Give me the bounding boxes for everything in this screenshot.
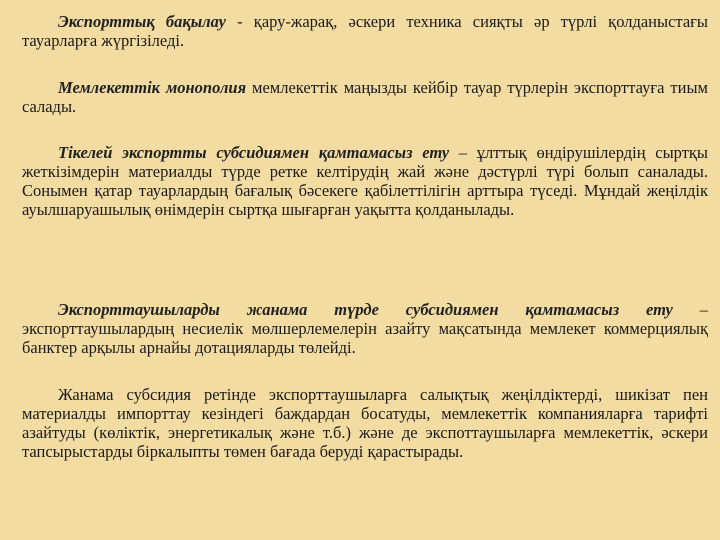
paragraph-indirect-subsidy — [22, 300, 708, 357]
paragraph-text: Жанама субсидия ретінде экспорттаушыларға салықтық жеңілдіктерді, шикізат пен материалды импорттау кезіндегі баждардан босатуды, мемлекеттік компанияларға тарифті азайтуды (көліктік, энергетикалық және т.б.) және де экспоттаушыларға мемлекеттік, әскери тапсырыстарды біркалыпты төмен бағада беруді қарастырады. — [22, 385, 708, 461]
paragraph-text: – ұлттық өндірушілердің сыртқы жеткізімдерін материалды түрде ретке келтірудің жай және дәстүрлі түрі болып саналады. Сонымен қатар тауарлардың бағалық бәсекеге қабілеттілігін арттыра түседі. Мұндай жеңілдік ауылшаруашылық өнімдерін сыртқа шығарған уақытта қолданылады. — [22, 143, 709, 219]
paragraph-state-monopoly — [22, 78, 708, 116]
term-direct-subsidy: Тікелей экспортты субсидиямен қамтамасыз ету — [58, 143, 450, 162]
paragraph-indirect-subsidy-details — [22, 385, 708, 461]
term-state-monopoly: Мемлекеттік монополия — [58, 78, 247, 97]
term-export-control: Экспорттық бақылау — [58, 12, 227, 31]
term-indirect-subsidy: Экспорттаушыларды жанама түрде субсидиямен қамтамасыз ету — [58, 300, 673, 319]
paragraph-text: - қару-жарақ, әскери техника сияқты әр түрлі қолданыстағы тауарларға жүргізіледі. — [22, 12, 709, 50]
paragraph-export-control — [22, 12, 708, 50]
paragraph-text: – экспорттаушылардың несиелік мөлшерлемелерін азайту мақсатында мемлекет коммерциялық банктер арқылы арнайы дотацияларды төлейді. — [22, 300, 708, 357]
paragraph-text: мемлекеттік маңызды кейбір тауар түрлерін экспорттауға тиым салады. — [22, 78, 708, 116]
paragraph-direct-subsidy — [22, 143, 708, 219]
